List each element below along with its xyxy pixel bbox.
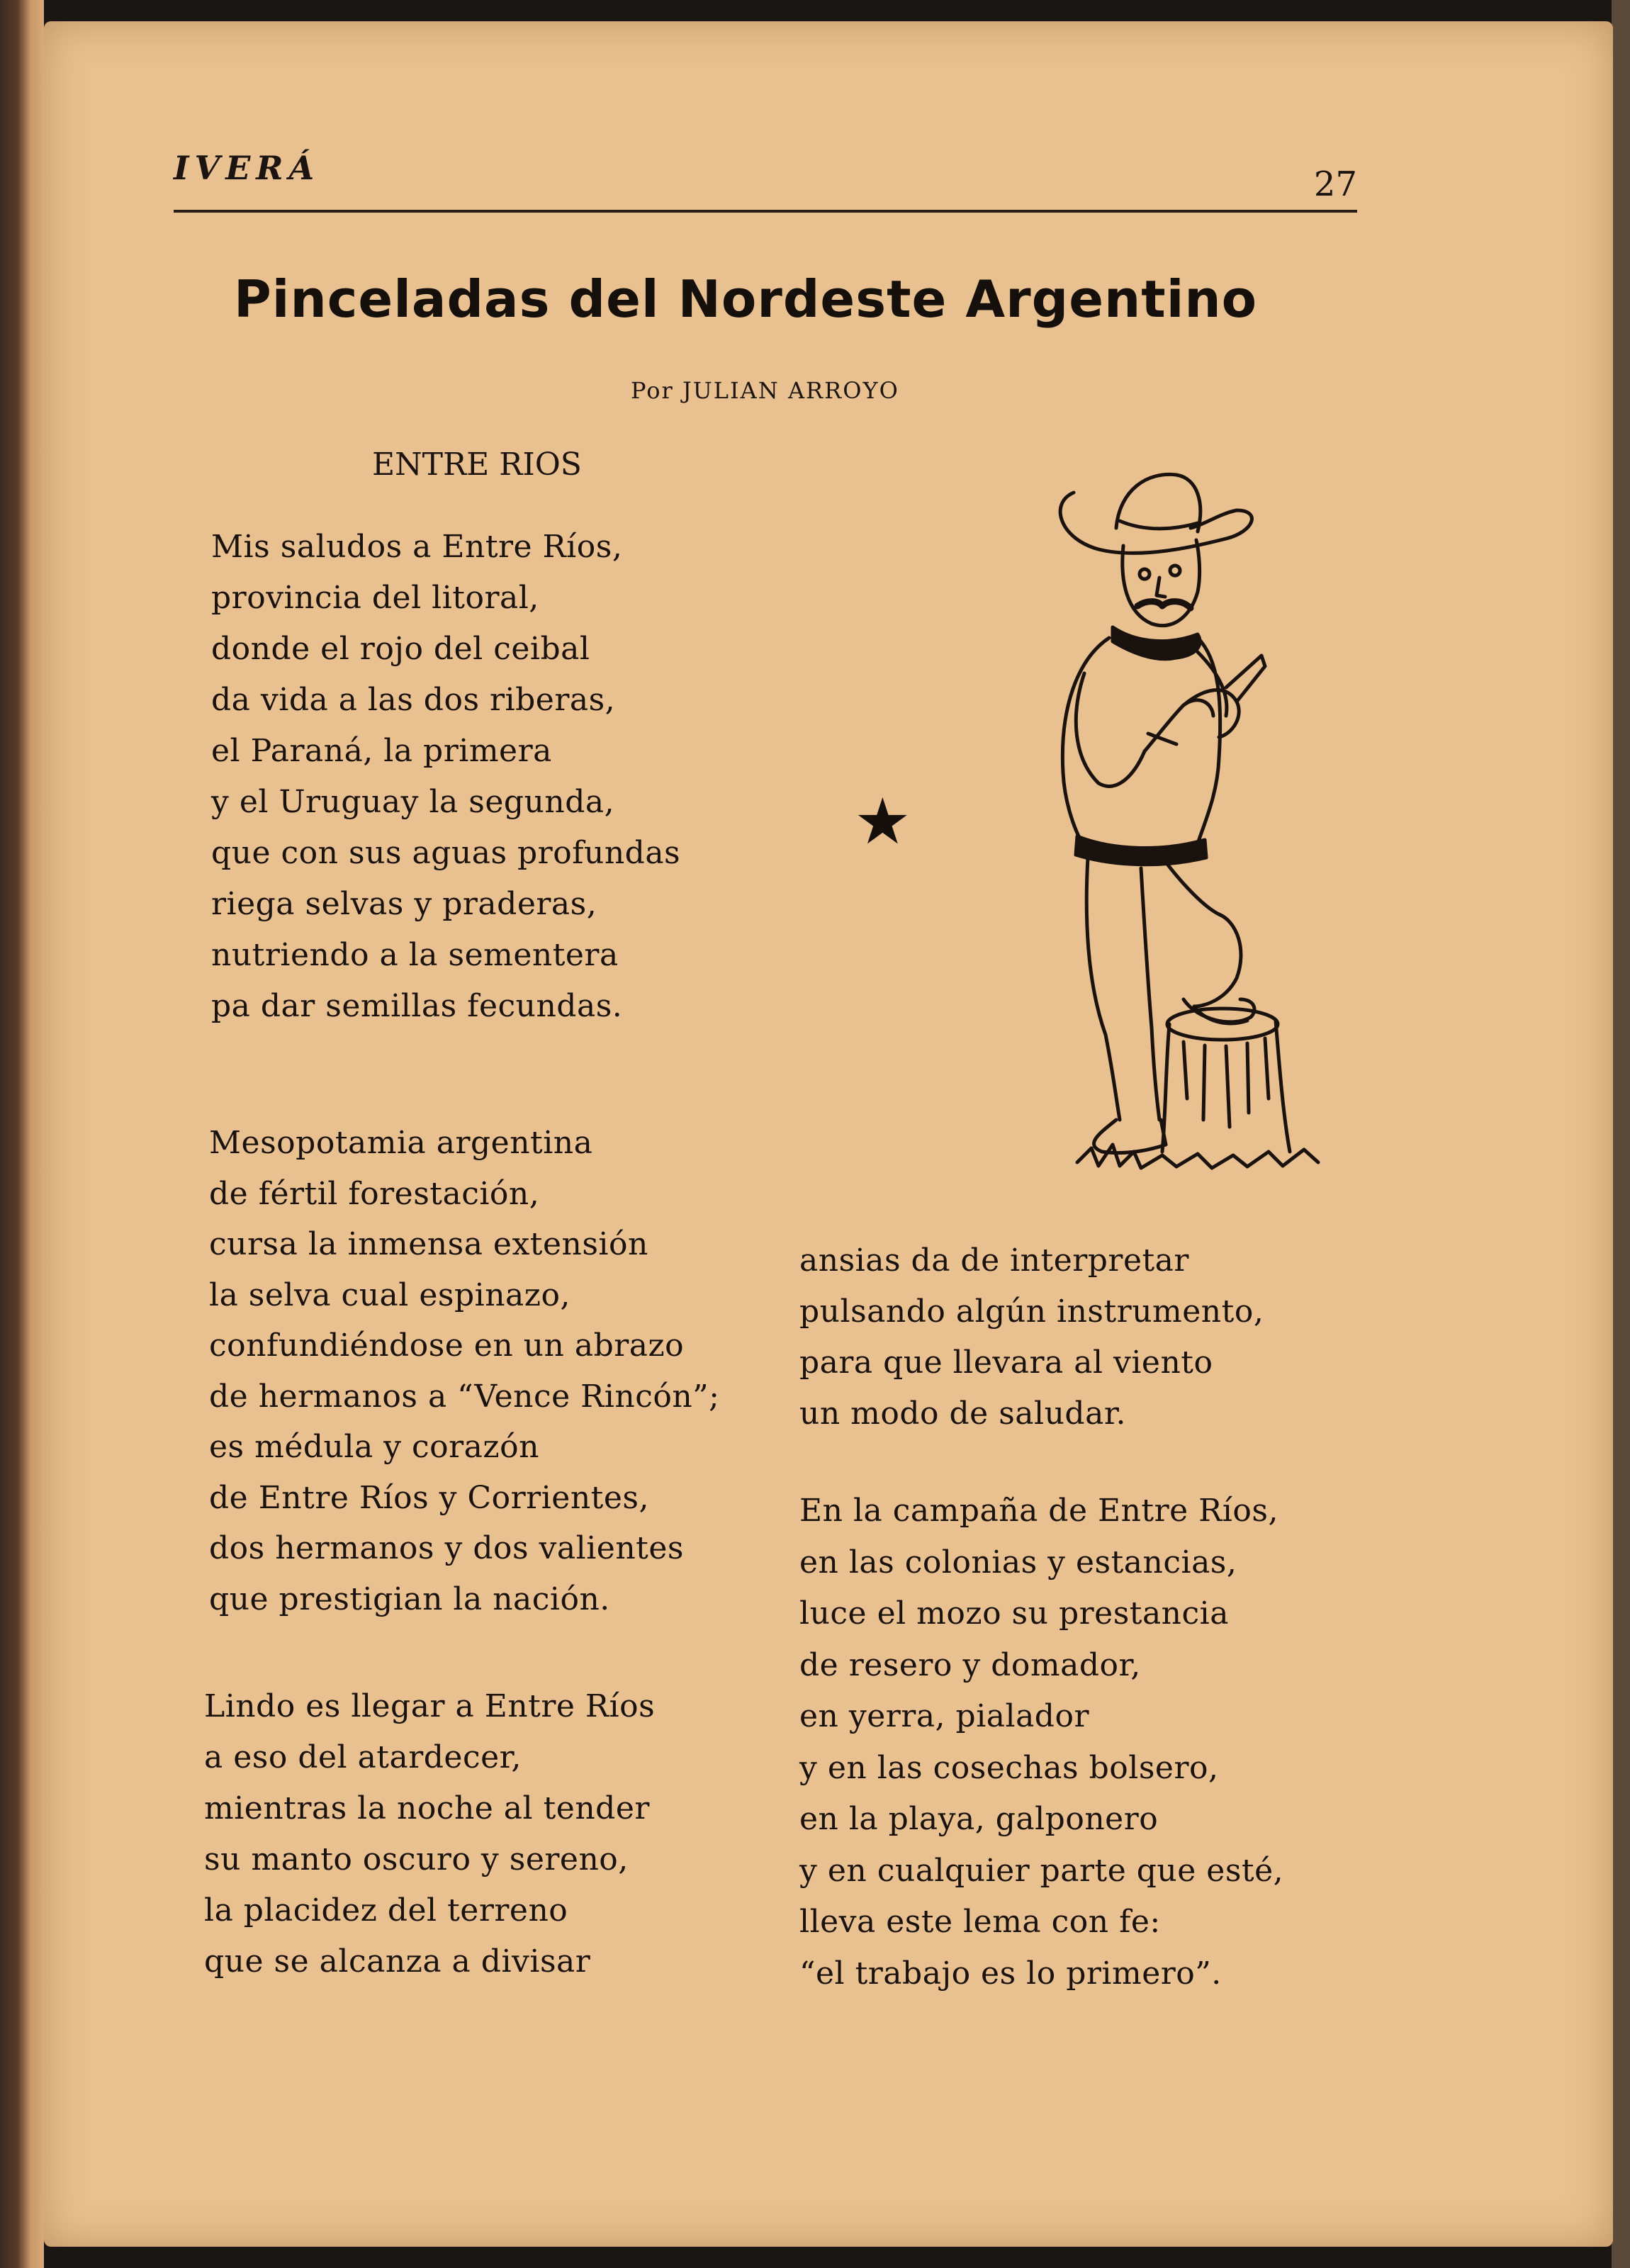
star-ornament-icon: ★ xyxy=(854,785,911,859)
section-heading: ENTRE RIOS xyxy=(372,447,582,483)
header-rule xyxy=(174,210,1357,213)
page-edge xyxy=(1612,0,1630,2268)
verse-line: para que llevara al viento xyxy=(799,1344,1213,1381)
verse-line: Mis saludos a Entre Ríos, xyxy=(211,529,623,565)
verse-line: su manto oscuro y sereno, xyxy=(204,1841,629,1877)
verse-line: en yerra, pialador xyxy=(799,1698,1089,1734)
verse-line: riega selvas y praderas, xyxy=(211,886,597,922)
verse-line: un modo de saludar. xyxy=(799,1396,1127,1432)
verse-line: es médula y corazón xyxy=(209,1429,539,1465)
verse-line: la selva cual espinazo, xyxy=(209,1276,570,1313)
verse-line: Lindo es llegar a Entre Ríos xyxy=(204,1688,656,1724)
verse-line: pa dar semillas fecundas. xyxy=(211,988,623,1024)
article-byline: Por JULIAN ARROYO xyxy=(631,377,899,404)
verse-line: a eso del atardecer, xyxy=(204,1739,522,1775)
verse-line: y en cualquier parte que esté, xyxy=(799,1852,1284,1889)
verse-line: mientras la noche al tender xyxy=(204,1790,650,1826)
verse-line: el Paraná, la primera xyxy=(211,733,552,769)
verse-line: dos hermanos y dos valientes xyxy=(209,1530,684,1566)
verse-line: y el Uruguay la segunda, xyxy=(211,784,615,820)
verse-line: de fértil forestación, xyxy=(209,1175,540,1212)
verse-line: Mesopotamia argentina xyxy=(209,1125,593,1161)
book-spine xyxy=(0,0,44,2268)
verse-line: que se alcanza a divisar xyxy=(204,1943,591,1980)
verse-line: de resero y domador, xyxy=(799,1646,1141,1683)
stanza-2 xyxy=(209,1118,720,1624)
verse-line: nutriendo a la sementera xyxy=(211,937,619,973)
verse-line: ansias da de interpretar xyxy=(799,1242,1189,1279)
verse-line: de Entre Ríos y Corrientes, xyxy=(209,1479,649,1516)
stanza-5 xyxy=(799,1486,1283,1999)
verse-line: confundiéndose en un abrazo xyxy=(209,1327,685,1364)
verse-line: en las colonias y estancias, xyxy=(799,1544,1237,1581)
verse-line: donde el rojo del ceibal xyxy=(211,631,590,667)
verse-line: lleva este lema con fe: xyxy=(799,1904,1161,1940)
verse-line: la placidez del terreno xyxy=(204,1892,568,1929)
verse-line: de hermanos a “Vence Rincón”; xyxy=(209,1378,720,1415)
verse-line: luce el mozo su prestancia xyxy=(799,1595,1229,1632)
verse-line: da vida a las dos riberas, xyxy=(211,682,616,718)
verse-line: cursa la inmensa extensión xyxy=(209,1226,648,1262)
verse-line: “el trabajo es lo primero”. xyxy=(799,1955,1222,1992)
verse-line: En la campaña de Entre Ríos, xyxy=(799,1493,1278,1529)
verse-line: que con sus aguas profundas xyxy=(211,835,681,871)
verse-line: pulsando algún instrumento, xyxy=(799,1293,1264,1330)
journal-name: IVERÁ xyxy=(174,149,320,187)
stanza-4 xyxy=(799,1235,1264,1439)
verse-line: provincia del litoral, xyxy=(211,580,539,616)
page-number: 27 xyxy=(1313,164,1357,204)
gaucho-illustration xyxy=(992,461,1347,1191)
verse-line: que prestigian la nación. xyxy=(209,1581,610,1617)
stanza-3 xyxy=(204,1681,655,1987)
page-header xyxy=(174,149,1357,220)
verse-line: en la playa, galponero xyxy=(799,1801,1159,1837)
stanza-1 xyxy=(211,522,680,1032)
article-title: Pinceladas del Nordeste Argentino xyxy=(234,269,1258,329)
verse-line: y en las cosechas bolsero, xyxy=(799,1749,1219,1786)
